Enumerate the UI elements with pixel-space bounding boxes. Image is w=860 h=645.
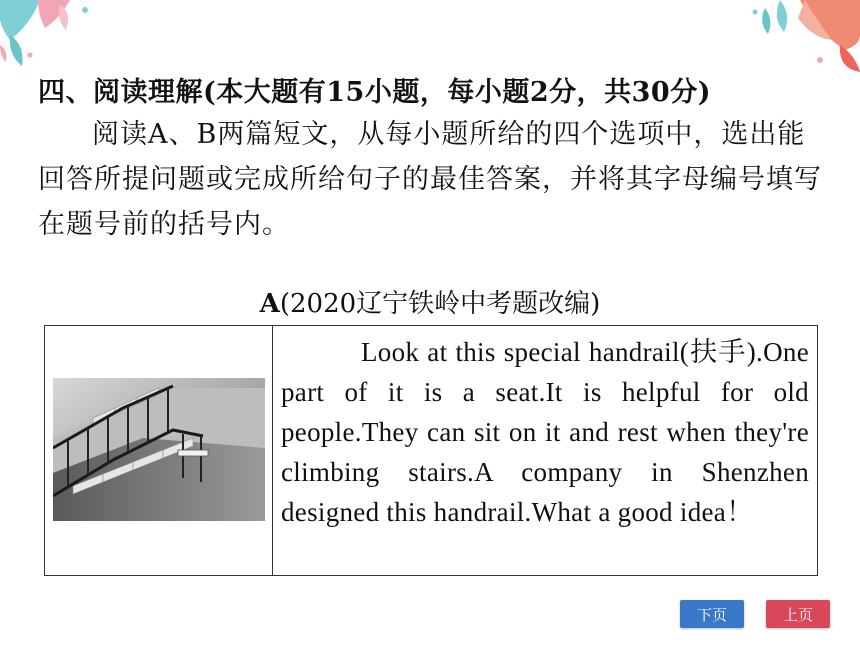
- passage-text: Look at this special handrail(扶手).One part of it is a seat.It is helpful for old people.They can sit on it and rest when they're climbing stairs.A company in Shenzhen designed this handrail.What a good idea！: [281, 337, 809, 527]
- passage-text-cell: [273, 326, 817, 575]
- passage-source: (2020辽宁铁岭中考题改编): [279, 289, 601, 319]
- passage-title: [0, 283, 860, 320]
- stair-handrail-photo: [53, 378, 265, 521]
- leaf-decoration-left: [0, 0, 110, 70]
- passage-image-cell: [45, 326, 273, 575]
- next-page-button[interactable]: 下页: [680, 600, 744, 628]
- previous-page-button[interactable]: 上页: [766, 600, 830, 628]
- section-heading: 四、阅读理解(本大题有15小题，每小题2分，共30分): [38, 77, 711, 108]
- passage-box: [44, 325, 818, 576]
- instructions-text: 阅读A、B两篇短文，从每小题所给的四个选项中，选出能回答所提问题或完成所给句子的最佳答案，并将其字母编号填写在题号前的括号内。: [38, 119, 822, 240]
- passage-letter: A: [259, 289, 280, 319]
- leaf-decoration-right: [720, 0, 860, 75]
- instructions-paragraph: [38, 112, 824, 247]
